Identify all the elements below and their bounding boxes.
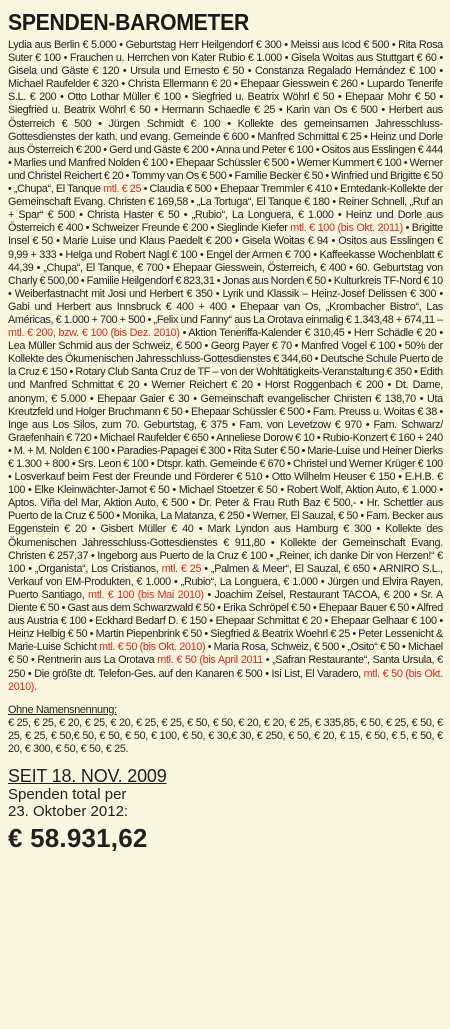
total-amount: € 58.931,62 [8,823,148,854]
anonymous-donations [8,704,443,756]
donation-segment: • Maria Rosa, Schweiz, € 500 • „Osito“ € 50 • Michael € 50 • Rentnerin aus La Orotava [8,641,443,667]
donation-segment: • „Safran Restaurante“, Santa Ursula, € 250 • Die größte dt. Telefon-Ges. auf den Kanaren € 500 • Isi List, El Varadero, [8,654,443,680]
donation-segment: • Brigitte Insel € 50 • Marie Luise und Klaus Paedelt € 200 • Gisela Woitas € 94 • Ositos aus Esslingen € 9,99 + 333 • Helga und Robert Nagl € 100 • Engel der Armen € 700 • Kaffeekasse Wochenblatt € 44,39 • „Chupa“, El Tanque, € 700 • Ehepaar Giesswein, Österreich, € 400 • 60. Geburtstag von Charly € 500,00 • Familie Heilgendorf € 823,31 • Jonas aus Norden € 50 • Kulturkreis TF-Nord € 10 • Weiberfastnacht mit Josi und Herbert € 350 • Lyrik und Klassik – Heinz-Josef Delissen € 300 • Gabi und Herbert aus Innsbruck € 400 + 400 • Ehepaar van Os, „Krombacher Bistro“, Las Américas, € 1.000 + 700 + 500 • „Felix und Fanny“ aus La Orotava einmalig € 1.343,48 + 674,11 – [8,222,443,326]
donations-list [8,39,443,694]
total-label-line2: 23. Oktober 2012: [8,803,129,821]
donation-segment: • Aktion Teneriffa-Kalender € 310,45 • Herr Schädle € 20 • Lea Müller Schmid aus der Schweiz, € 500 • Georg Payer € 70 • Manfred Vogel € 100 • 50% der Kollekte des Ökumenischen Jahresschluss-Gottesdienstes € 344,60 • Deutsche Schule Puerto de la Cruz € 150 • Rotary Club Santa Cruz de TF – von der Wohltätigkeits-Veranstaltung € 350 • Edith und Manfred Schmittat € 20 • Werner Reichert € 20 • Horst Roggenbach € 200 • Dt. Dame, anonym, € 5.000 • Ehepaar Gaier € 30 • Gemeinschaft evangelischer Christen € 138,70 • Uta Kreutzfeld und Holger Bruchmann € 50 • Ehepaar Schüssler € 500 • Fam. Preuss u. Woitas € 38 • Inge aus Los Silos, zum 70. Geburtstag, € 375 • Fam. von Levetzow € 970 • Fam. Schwarz/ Graefenhain € 720 • Michael Raufelder € 650 • Anneliese Dorow € 10 • Rubio-Konzert € 160 + 240 • M. + M. Nolden € 100 • Paradies-Papagei € 300 • Rita Suter € 50 • Marie-Luise und Heiner Dierks € 1.300 + 800 • Srs. Leon € 100 • Dtspr. kath. Gemeinde € 670 • Christel und Werner Krüger € 100 • Losverkauf beim Fest der Freunde und Förderer € 510 • Otto Wilhelm Heuser € 150 • E.H.B. € 100 • Elke Kleinwächter-Jarnot € 50 • Michael Stoetzer € 50 • Robert Wolf, Aktion Auto, € 1.000 • Aptos. Viña del Mar, Aktion Auto, € 500 • Dr. Peter & Frau Ruth Baz € 500,- • Hr. Schettler aus Puerto de la Cruz € 500 • Monika, La Matanza, € 250 • Werner, El Sauzal, € 50 • Fam. Becker aus Eggenstein € 20 • Gisbert Müller € 40 • Mark Lyndon aus Hamburg € 300 • Kollekte des Ökumenischen Jahresschluss-Gottesdienstes € 911,80 • Kollekte der Gemeinschaft Evang. Christen € 257,37 • Ingeborg aus Puerto de la Cruz € 100 • „Reiner, ich danke Dir von Herzen!“ € 100 • „Organista“, Los Cristianos, [8,327,443,575]
monthly-pledge-highlight: mtl. € 200, bzw. € 100 (bis Dez. 2010) [8,327,180,340]
anonymous-label: Ohne Namensnennung: [8,703,117,716]
donation-segment: Lydia aus Berlin € 5.000 • Geburtstag Herr Heilgendorf € 300 • Meissi aus Icod € 500 • Rita Rosa Suter € 100 • Frauchen u. Herrchen von Kater Rubio € 1.000 • Gisela Woitas aus Stuttgart € 60 • Gisela und Gäste € 120 • Ursula und Ernesto € 50 • Constanza Regalado Hernández € 100 • Michael Raufelder € 320 • Christa Ellermann € 20 • Ehepaar Giesswein € 260 • Lupardo Tenerife S.L. € 200 • Otto Lothar Müller € 100 • Siegfried u. Beatrix Wöhrl € 50 • Ehepaar Mohr € 50 • Siegfried u. Beatrix Wöhrl € 50 • Hermann Schaedle € 25 • Karin van Os € 500 • Herbert aus Österreich € 500 • Jürgen Schmidt € 100 • Kollekte des gemeinsamen Jahresschluss-Gottesdienstes der kath. und evang. Gemeinde € 600 • Manfred Schmittal € 25 • Heinz und Dorle aus Österreich € 200 • Gerd und Gäste € 200 • Anna und Peter € 100 • Ositos aus Esslingen € 444 • Marlies und Manfred Nolden € 100 • Ehepaar Schüssler € 500 • Werner Kummert € 100 • Werner und Christel Reichert € 20 • Tommy van Os € 500 • Familie Becker € 50 • Winfried und Brigitte € 50 • „Chupa“, El Tanque [8,39,443,196]
donation-segment: • „Palmen & Meer“, El Sauzal, € 650 • ARNIRO S.L., Verkauf von EM-Produkten, € 1.000 • „Rubio“, La Longuera, € 1.000 • Jürgen und Elvira Rayen, Puerto Santiago, [8,562,443,601]
monthly-pledge-highlight: mtl. € 100 (bis Mai 2010) [87,588,204,601]
anonymous-amounts: € 25, € 25, € 20, € 25, € 20, € 25, € 25, € 50, € 50, € 20, € 20, € 25, € 335,85, € 50, € 25, € 50, € 25, € 25, € 50,€ 50, € 50, € 50, € 100, € 50, € 30,€ 30, € 250, € 50, € 20, € 15, € 50, € 5, € 50, € 20, € 300, € 50, € 50, € 25. [8,716,443,755]
monthly-pledge-highlight: mtl. € 50 (bis Okt. 2010) [99,641,206,654]
monthly-pledge-highlight: mtl. € 25 [161,562,202,575]
total-label-line1: Spenden total per [8,786,127,804]
donation-segment: • Claudia € 500 • Ehepaar Tremmler € 410 • Erntedank-Kollekte der Gemeinschaft Evang. Christen € 169,58 • „La Tortuga“, El Tanque € 180 • Reiner Schnell, „Ruf an + Spar“ € 500 • Christa Haster € 50 • „Rubio“, La Longuera, € 1.000 • Heinz und Dorle aus Österreich € 400 • Schweizer Freunde € 200 • Sieglinde Kiefer [8,183,443,235]
donation-segment: • Joachim Zeisel, Restaurant TACOA, € 200 • Sr. A Diente € 50 • Gast aus dem Schwarzwald € 50 • Erika Schröpel € 50 • Ehepaar Bauer € 50 • Alfred aus Austria € 100 • Eckhard Bedarf D. € 150 • Ehepaar Schmittat € 20 • Ehepaar Gelhaar € 100 • Heinz Helbig € 50 • Martin Piepenbrink € 50 • Siegfried & Beatrix Woehrl € 25 • Peter Lessenicht & Marie-Luise Schicht [8,588,443,654]
since-date: SEIT 18. NOV. 2009 [8,766,167,787]
spacer [8,694,445,704]
monthly-pledge-highlight: mtl. € 50 (bis Okt. 2010). [8,667,443,693]
page-title: SPENDEN-BAROMETER [8,9,250,35]
monthly-pledge-highlight: mtl. € 50 (bis April 2011 [157,654,263,667]
monthly-pledge-highlight: mtl. € 25 [103,183,142,196]
monthly-pledge-highlight: mtl. € 100 (bis Okt. 2011) [290,222,403,235]
